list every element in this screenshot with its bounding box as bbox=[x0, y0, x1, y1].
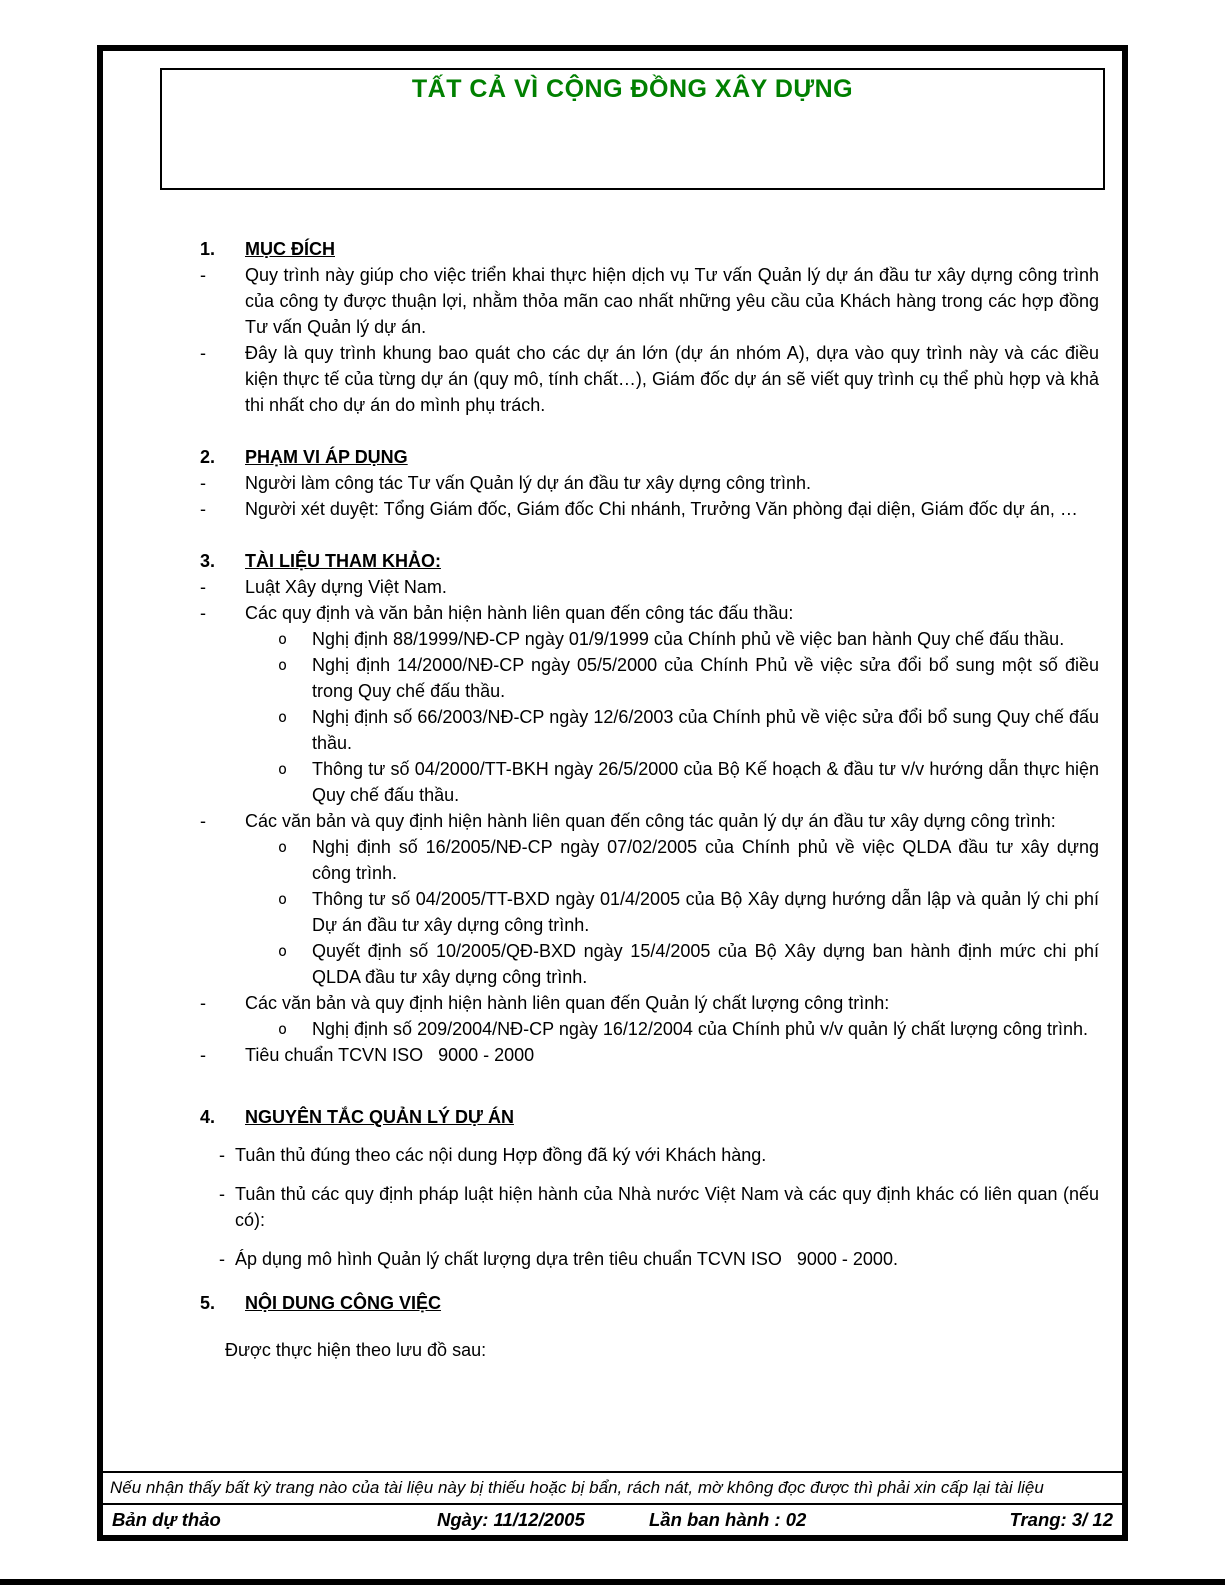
section-number: 3. bbox=[200, 551, 216, 571]
section-title: PHẠM VI ÁP DỤNG bbox=[245, 447, 408, 467]
section-heading bbox=[200, 1290, 1099, 1316]
list-item-text: Người xét duyệt: Tổng Giám đốc, Giám đốc Chi nhánh, Trưởng Văn phòng đại diện, Giám đốc dự án, … bbox=[245, 499, 1078, 519]
footer-status-cell: Bản dự thảo bbox=[112, 1509, 221, 1530]
circle-bullet: o bbox=[278, 708, 288, 726]
sub-list-item-text: Thông tư số 04/2005/TT-BXD ngày 01/4/2005 của Bộ Xây dựng hướng dẫn lập và quản lý chi phí Dự án đầu tư xây dựng công trình. bbox=[312, 889, 1099, 935]
circle-bullet: o bbox=[278, 760, 288, 778]
dash-bullet: - bbox=[200, 343, 206, 363]
list-item-text: Quy trình này giúp cho việc triển khai thực hiện dịch vụ Tư vấn Quản lý dự án đầu tư xây dựng công trình của công ty được thuận lợi, nhằm thỏa mãn cao nhất những yêu cầu của Khách hàng trong các hợp đồng Tư vấn Quản lý dự án. bbox=[245, 265, 1099, 337]
section-pham-vi-ap-dung bbox=[200, 444, 1099, 522]
sub-list-item bbox=[278, 1016, 1099, 1042]
circle-bullet: o bbox=[278, 838, 288, 856]
sub-list-item bbox=[278, 756, 1099, 808]
dash-bullet: - bbox=[200, 499, 206, 519]
footer-issue-cell: Lần ban hành : 02 bbox=[649, 1509, 807, 1530]
sub-list-item-text: Nghị định 88/1999/NĐ-CP ngày 01/9/1999 của Chính phủ về việc ban hành Quy chế đấu thầu. bbox=[312, 629, 1065, 649]
dash-bullet: - bbox=[219, 1145, 225, 1165]
circle-bullet: o bbox=[278, 942, 288, 960]
section-number: 4. bbox=[200, 1107, 216, 1127]
sub-list-item bbox=[278, 626, 1099, 652]
list-item bbox=[200, 600, 1099, 626]
sub-list-item-text: Nghị định số 209/2004/NĐ-CP ngày 16/12/2004 của Chính phủ v/v quản lý chất lượng công trình. bbox=[312, 1019, 1089, 1039]
list-item-text: Người làm công tác Tư vấn Quản lý dự án đầu tư xây dựng công trình. bbox=[245, 473, 812, 493]
section-muc-dich bbox=[200, 236, 1099, 418]
sub-list-item bbox=[278, 938, 1099, 990]
list-item-text: Tiêu chuẩn TCVN ISO 9000 - 2000 bbox=[245, 1045, 535, 1065]
section-title: TÀI LIỆU THAM KHẢO: bbox=[245, 551, 441, 571]
section-noi-dung-cong-viec bbox=[200, 1290, 1099, 1363]
sub-list-item bbox=[278, 834, 1099, 886]
banner-title: TẤT CẢ VÌ CỘNG ĐỒNG XÂY DỰNG bbox=[411, 75, 854, 103]
dash-bullet: - bbox=[200, 577, 206, 597]
section-nguyen-tac-quan-ly-du-an bbox=[200, 1104, 1105, 1272]
list-item-text: Tuân thủ đúng theo các nội dung Hợp đồng đã ký với Khách hàng. bbox=[235, 1145, 767, 1165]
circle-bullet: o bbox=[278, 630, 288, 648]
list-item-text: Các văn bản và quy định hiện hành liên quan đến công tác quản lý dự án đầu tư xây dựng công trình: bbox=[245, 811, 1056, 831]
list-item bbox=[200, 496, 1099, 522]
sub-list-item-text: Thông tư số 04/2000/TT-BKH ngày 26/5/2000 của Bộ Kế hoạch & đầu tư v/v hướng dẫn thực hiện Quy chế đấu thầu. bbox=[312, 759, 1099, 805]
sub-list-item-text: Quyết định số 10/2005/QĐ-BXD ngày 15/4/2005 của Bộ Xây dựng ban hành định mức chi phí QLDA đầu tư xây dựng công trình. bbox=[312, 941, 1099, 987]
document-body bbox=[103, 190, 1122, 1363]
list-item bbox=[200, 990, 1099, 1016]
dash-bullet: - bbox=[200, 1045, 206, 1065]
list-item-text: Luật Xây dựng Việt Nam. bbox=[245, 577, 447, 597]
sub-list-item bbox=[278, 652, 1099, 704]
sub-list-item-text: Nghị định số 16/2005/NĐ-CP ngày 07/02/2005 của Chính phủ về việc QLDA đầu tư xây dựng công trình. bbox=[312, 837, 1099, 883]
circle-bullet: o bbox=[278, 890, 288, 908]
list-item bbox=[219, 1142, 1099, 1168]
section-title: NGUYÊN TẮC QUẢN LÝ DỰ ÁN bbox=[245, 1107, 514, 1127]
next-page-top-rule bbox=[0, 1579, 1225, 1585]
page-banner-box bbox=[160, 68, 1105, 190]
circle-bullet: o bbox=[278, 1020, 288, 1038]
sub-list-item-text: Nghị định 14/2000/NĐ-CP ngày 05/5/2000 của Chính Phủ về việc sửa đổi bổ sung một số điều trong Quy chế đấu thầu. bbox=[312, 655, 1099, 701]
dash-bullet: - bbox=[200, 473, 206, 493]
section-heading bbox=[200, 236, 1099, 262]
list-item-text: Các quy định và văn bản hiện hành liên quan đến công tác đấu thầu: bbox=[245, 603, 794, 623]
dash-bullet: - bbox=[200, 993, 206, 1013]
list-item-text: Các văn bản và quy định hiện hành liên quan đến Quản lý chất lượng công trình: bbox=[245, 993, 890, 1013]
section-number: 1. bbox=[200, 239, 216, 259]
list-item-text: Áp dụng mô hình Quản lý chất lượng dựa trên tiêu chuẩn TCVN ISO 9000 - 2000. bbox=[235, 1249, 898, 1269]
section-heading bbox=[200, 1104, 1099, 1130]
section-title: MỤC ĐÍCH bbox=[245, 239, 335, 259]
section-title: NỘI DUNG CÔNG VIỆC bbox=[245, 1293, 442, 1313]
list-item bbox=[219, 1181, 1105, 1233]
dash-bullet: - bbox=[219, 1249, 225, 1269]
list-item bbox=[200, 574, 1099, 600]
dash-bullet: - bbox=[219, 1184, 225, 1204]
footer-notice: Nếu nhận thấy bất kỳ trang nào của tài liệu này bị thiếu hoặc bị bẩn, rách nát, mờ không đọc được thì phải xin cấp lại tài liệu bbox=[103, 1471, 1122, 1503]
sub-list-item bbox=[278, 704, 1099, 756]
list-item bbox=[200, 340, 1099, 418]
footer-page-cell: Trang: 3/ 12 bbox=[1009, 1509, 1113, 1530]
circle-bullet: o bbox=[278, 656, 288, 674]
footer-info-row bbox=[103, 1503, 1122, 1535]
dash-bullet: - bbox=[200, 603, 206, 623]
page-footer bbox=[103, 1471, 1122, 1535]
document-frame bbox=[97, 45, 1128, 1541]
sub-list-item bbox=[278, 886, 1099, 938]
list-item bbox=[200, 1042, 1099, 1068]
section-number: 2. bbox=[200, 447, 216, 467]
list-item bbox=[200, 262, 1099, 340]
section-paragraph: Được thực hiện theo lưu đồ sau: bbox=[225, 1340, 487, 1360]
footer-date-cell: Ngày: 11/12/2005 bbox=[437, 1509, 585, 1530]
section-heading bbox=[200, 444, 1099, 470]
list-item bbox=[200, 808, 1099, 834]
section-tai-lieu-tham-khao bbox=[200, 548, 1099, 1068]
list-item bbox=[200, 470, 1099, 496]
section-heading bbox=[200, 548, 1099, 574]
section-number: 5. bbox=[200, 1293, 216, 1313]
list-item-text: Đây là quy trình khung bao quát cho các dự án lớn (dự án nhóm A), dựa vào quy trình này và các điều kiện thực tế của từng dự án (quy mô, tính chất…), Giám đốc dự án sẽ viết quy trình cụ thể phù hợp và khả thi nhất cho dự án do mình phụ trách. bbox=[245, 343, 1099, 415]
list-item bbox=[219, 1246, 1099, 1272]
dash-bullet: - bbox=[200, 265, 206, 285]
list-item-text: Tuân thủ các quy định pháp luật hiện hành của Nhà nước Việt Nam và các quy định khác có liên quan (nếu có): bbox=[235, 1184, 1105, 1230]
sub-list-item-text: Nghị định số 66/2003/NĐ-CP ngày 12/6/2003 của Chính phủ về việc sửa đổi bổ sung Quy chế đấu thầu. bbox=[312, 707, 1099, 753]
dash-bullet: - bbox=[200, 811, 206, 831]
